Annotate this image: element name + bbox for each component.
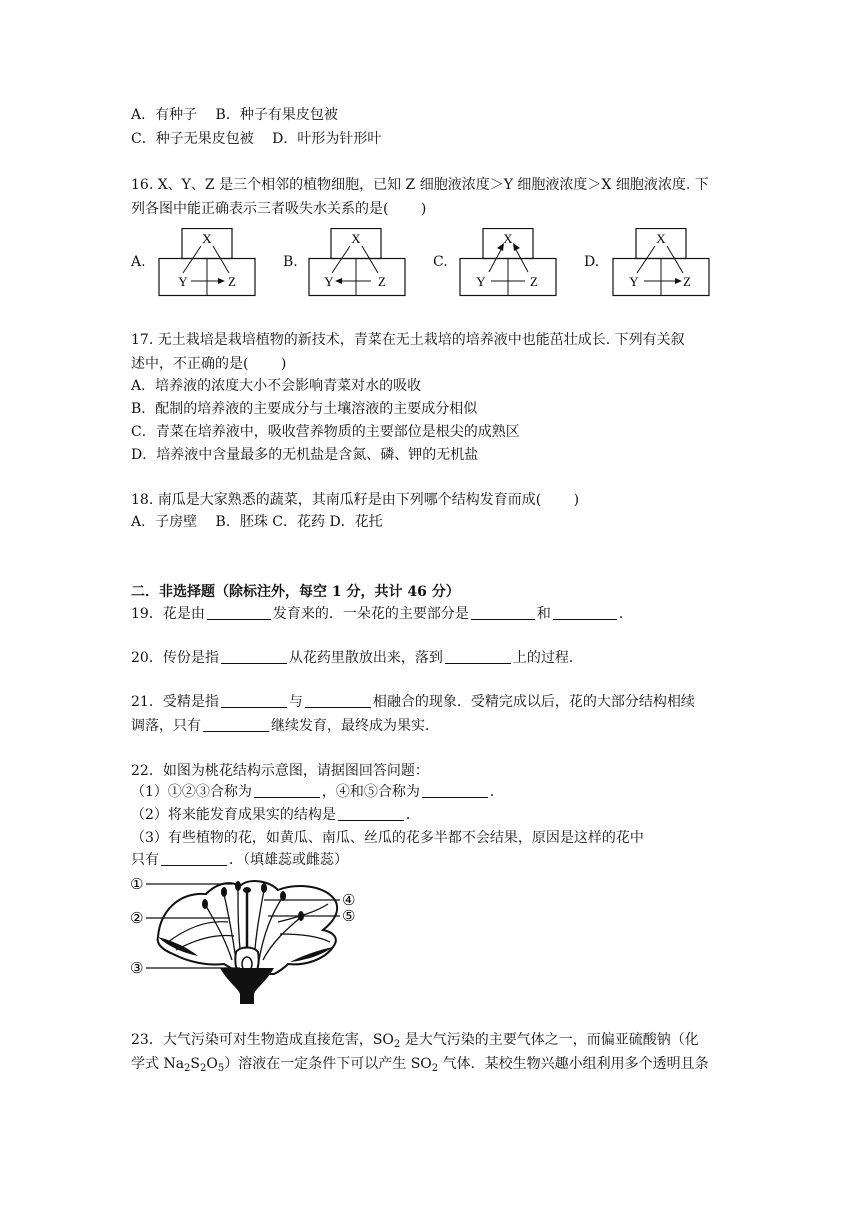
answer-blank[interactable] [221,649,287,664]
q17-option-c: C．青菜在培养液中，吸收营养物质的主要部位是根尖的成熟区 [131,424,520,440]
cell-y-label: Y [629,274,639,289]
answer-blank[interactable] [553,605,617,620]
q17-option-d: D．培养液中含量最多的无机盐是含氮、磷、钾的无机盐 [131,447,479,463]
q23-text: S [190,1056,201,1072]
q17-stem-line-2: 述中，不正确的是( ) [131,356,287,372]
q21-line-1 [131,692,695,712]
cell-diagram [433,228,563,300]
subscript: 2 [393,1039,401,1050]
answer-blank[interactable] [422,783,488,798]
q21-text: 相融合的现象．受精完成以后，花的大部分结构相续 [372,694,695,710]
q22-text: （1）①②③合称为 [131,784,252,800]
q17-option-b: B．配制的培养液的主要成分与土壤溶液的主要成分相似 [131,401,478,417]
q22-sub-3-cont [131,850,348,870]
q22-intro: 22．如图为桃花结构示意图，请据图回答问题： [131,763,429,779]
answer-blank[interactable] [161,851,227,866]
q21-line-2 [131,716,439,736]
option-label: D. [584,254,600,270]
answer-blank[interactable] [221,693,287,708]
q19-text: ． [618,606,633,622]
q20-text: 20．传份是指 [131,650,219,666]
q22-text: 只有 [131,852,159,868]
q23-text: 气体．某校生物兴趣小组利用多个透明且条 [438,1056,709,1072]
q22-sub-3: （3）有些植物的花，如黄瓜、南瓜、丝瓜的花多半都不会结果，原因是这样的花中 [131,830,644,846]
cell-diagram [131,228,261,300]
q17-stem-line-1: 17. 无土栽培是栽培植物的新技术，青菜在无土栽培的培养液中也能茁壮成长. 下列有关叙 [131,332,685,348]
cell-z-label: Z [228,274,236,289]
cell-diagram [584,228,719,300]
cell-y-label: Y [324,274,334,289]
cell-x-label: X [351,231,361,246]
peach-flower-diagram [128,872,368,1004]
option-label: C. [433,254,448,270]
part-label-1: ① [130,875,144,893]
q15-options-line-1: A．有种子 B．种子有果皮包被 [131,107,338,123]
q17-option-a: A．培养液的浓度大小不会影响青菜对水的吸收 [131,378,422,394]
q16-stem-line-1: 16. X、Y、Z 是三个相邻的植物细胞，已知 Z 细胞液浓度＞Y 细胞液浓度＞X 细胞液浓度. 下 [131,177,709,193]
q16-option-d-diagram [584,228,719,300]
q21-text: 继续发育，最终成为果实． [271,718,439,734]
q16-option-a-diagram [131,228,261,300]
part-label-5: ⑤ [342,907,356,925]
q23-text: 学式 Na [131,1056,185,1072]
subscript: 2 [431,1063,439,1074]
q18-options: A．子房壁 B．胚珠 C．花药 D．花托 [131,514,383,530]
answer-blank[interactable] [471,605,535,620]
q23-line-2 [131,1054,709,1074]
answer-blank[interactable] [338,806,404,821]
subscript: 5 [217,1063,225,1074]
answer-blank[interactable] [203,717,269,732]
cell-y-label: Y [476,274,486,289]
q18-stem: 18. 南瓜是大家熟悉的蔬菜，其南瓜籽是由下列哪个结构发育而成( ) [131,492,580,508]
q21-text: 与 [288,694,303,710]
q20-text: 上的过程． [512,650,583,666]
option-label: B. [283,254,298,270]
part-label-4: ④ [342,891,356,909]
cell-y-label: Y [178,274,188,289]
section-title: 二．非选择题（除标注外，每空 1 分，共计 46 分） [131,584,460,600]
q20 [131,648,583,668]
q22-sub-2 [131,805,420,825]
q22-text: （2）将来能发育成果实的结构是 [131,807,336,823]
q16-option-c-diagram [433,228,563,300]
q21-text: 调落，只有 [131,718,201,734]
subscript: 2 [184,1063,191,1074]
q15-options-line-2: C．种子无果皮包被 D．叶形为针形叶 [131,131,382,147]
cell-x-label: X [503,231,513,246]
cell-z-label: Z [378,274,386,289]
q19 [131,604,633,624]
cell-z-label: Z [530,274,538,289]
part-label-3: ③ [130,959,144,977]
q21-text: 21．受精是指 [131,694,219,710]
cell-x-label: X [656,231,666,246]
q23-line-1 [131,1030,699,1050]
part-label-2: ② [130,909,144,927]
option-label: A. [131,254,146,270]
cell-diagram [283,228,413,300]
cell-x-label: X [202,231,212,246]
answer-blank[interactable] [254,783,320,798]
q22-text: ． [405,807,420,823]
q22-sub-1 [131,782,504,802]
q22-text: ，④和⑤合称为 [321,784,420,800]
answer-blank[interactable] [305,693,371,708]
cell-z-label: Z [683,274,691,289]
q23-text: O [206,1056,218,1072]
q23-text: 是大气污染的主要气体之一，而偏亚硫酸钠（化 [400,1032,699,1048]
q16-stem-line-2: 列各图中能正确表示三者吸失水关系的是( ) [131,201,427,217]
q20-text: 从花药里散放出来，落到 [288,650,443,666]
answer-blank[interactable] [207,605,271,620]
answer-blank[interactable] [445,649,511,664]
subscript: 2 [200,1063,207,1074]
q19-text: 发育来的．一朵花的主要部分是 [272,606,469,622]
q19-text: 和 [536,606,551,622]
q22-text: ． [489,784,504,800]
q22-text: ．（填雄蕊或雌蕊） [229,852,348,868]
q16-option-b-diagram [283,228,413,300]
q23-text: ）溶液在一定条件下可以产生 SO [224,1056,432,1072]
q23-text: 23．大气污染可对生物造成直接危害，SO [131,1032,394,1048]
q19-text: 19．花是由 [131,606,205,622]
